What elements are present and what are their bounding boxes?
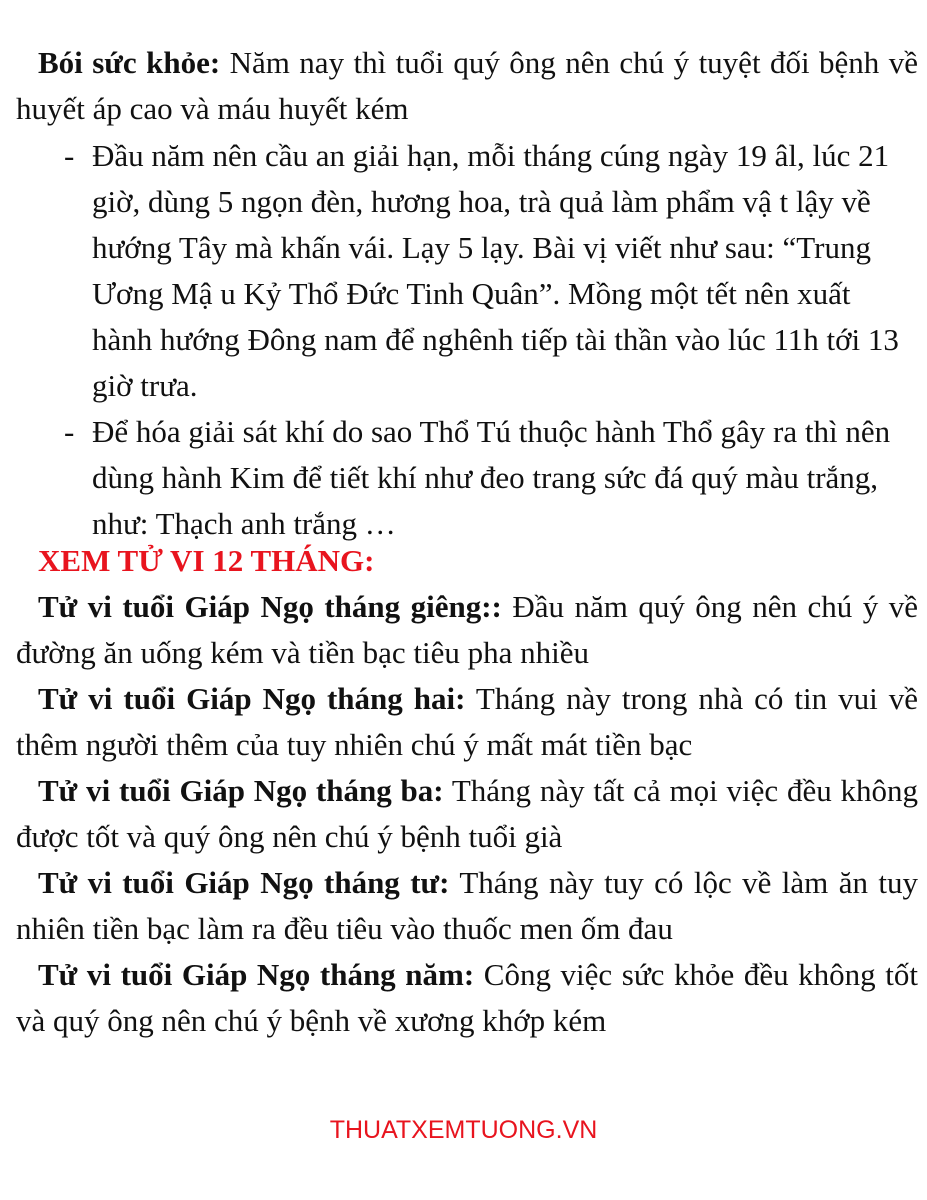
bullet-text: Đầu năm nên cầu an giải hạn, mỗi tháng cúng ngày 19 âl, lúc 21 giờ, dùng 5 ngọn đèn, hương hoa, trà quả làm phẩm vậ t lậy về hướng Tây mà khấn vái. Lạy 5 lạy. Bài vị viết như sau: “Trung Ương Mậ u Kỷ Thổ Đức Tinh Quân”. Mồng một tết nên xuất hành hướng Đông nam để nghênh tiếp tài thần vào lúc 11h tới 13 giờ trưa. — [92, 138, 899, 403]
month-text: Công việc sức khỏe đều không tốt và quý ông nên chú ý bệnh về xương khớp kém — [16, 957, 918, 1038]
bullet-dash: - — [64, 138, 75, 173]
month-label: Tử vi tuổi Giáp Ngọ tháng hai: — [38, 681, 466, 716]
bullet-item-1 — [64, 133, 918, 409]
month-label: Tử vi tuổi Giáp Ngọ tháng ba: — [38, 773, 444, 808]
month-paragraph-2 — [16, 676, 918, 768]
month-text: Tháng này tuy có lộc về làm ăn tuy nhiên tiền bạc làm ra đều tiêu vào thuốc men ốm đau — [16, 865, 918, 946]
month-label: Tử vi tuổi Giáp Ngọ tháng tư: — [38, 865, 450, 900]
section-heading: XEM TỬ VI 12 THÁNG: — [38, 543, 375, 578]
bullet-text: Để hóa giải sát khí do sao Thổ Tú thuộc hành Thổ gây ra thì nên dùng hành Kim để tiết khí như đeo trang sức đá quý màu trắng, như: Thạch anh trắng … — [92, 414, 891, 541]
month-paragraph-3 — [16, 768, 918, 860]
month-paragraph-4 — [16, 860, 918, 952]
footer-watermark: THUATXEMTUONG.VN — [329, 1116, 598, 1144]
month-label: Tử vi tuổi Giáp Ngọ tháng năm: — [38, 957, 475, 992]
health-paragraph — [16, 40, 918, 132]
month-label: Tử vi tuổi Giáp Ngọ tháng giêng:: — [38, 589, 502, 624]
bullet-item-2 — [64, 409, 918, 547]
month-paragraph-5 — [16, 952, 918, 1044]
health-text: Năm nay thì tuổi quý ông nên chú ý tuyệt đối bệnh về huyết áp cao và máu huyết kém — [16, 45, 919, 126]
month-paragraph-1 — [16, 584, 918, 676]
bullet-dash: - — [64, 414, 75, 449]
month-text: Tháng này tất cả mọi việc đều không được tốt và quý ông nên chú ý bệnh tuổi già — [16, 773, 919, 854]
health-label: Bói sức khỏe: — [38, 45, 221, 80]
month-text: Tháng này trong nhà có tin vui về thêm người thêm của tuy nhiên chú ý mất mát tiền bạc — [16, 681, 918, 762]
month-text: Đầu năm quý ông nên chú ý về đường ăn uống kém và tiền bạc tiêu pha nhiều — [16, 589, 919, 670]
